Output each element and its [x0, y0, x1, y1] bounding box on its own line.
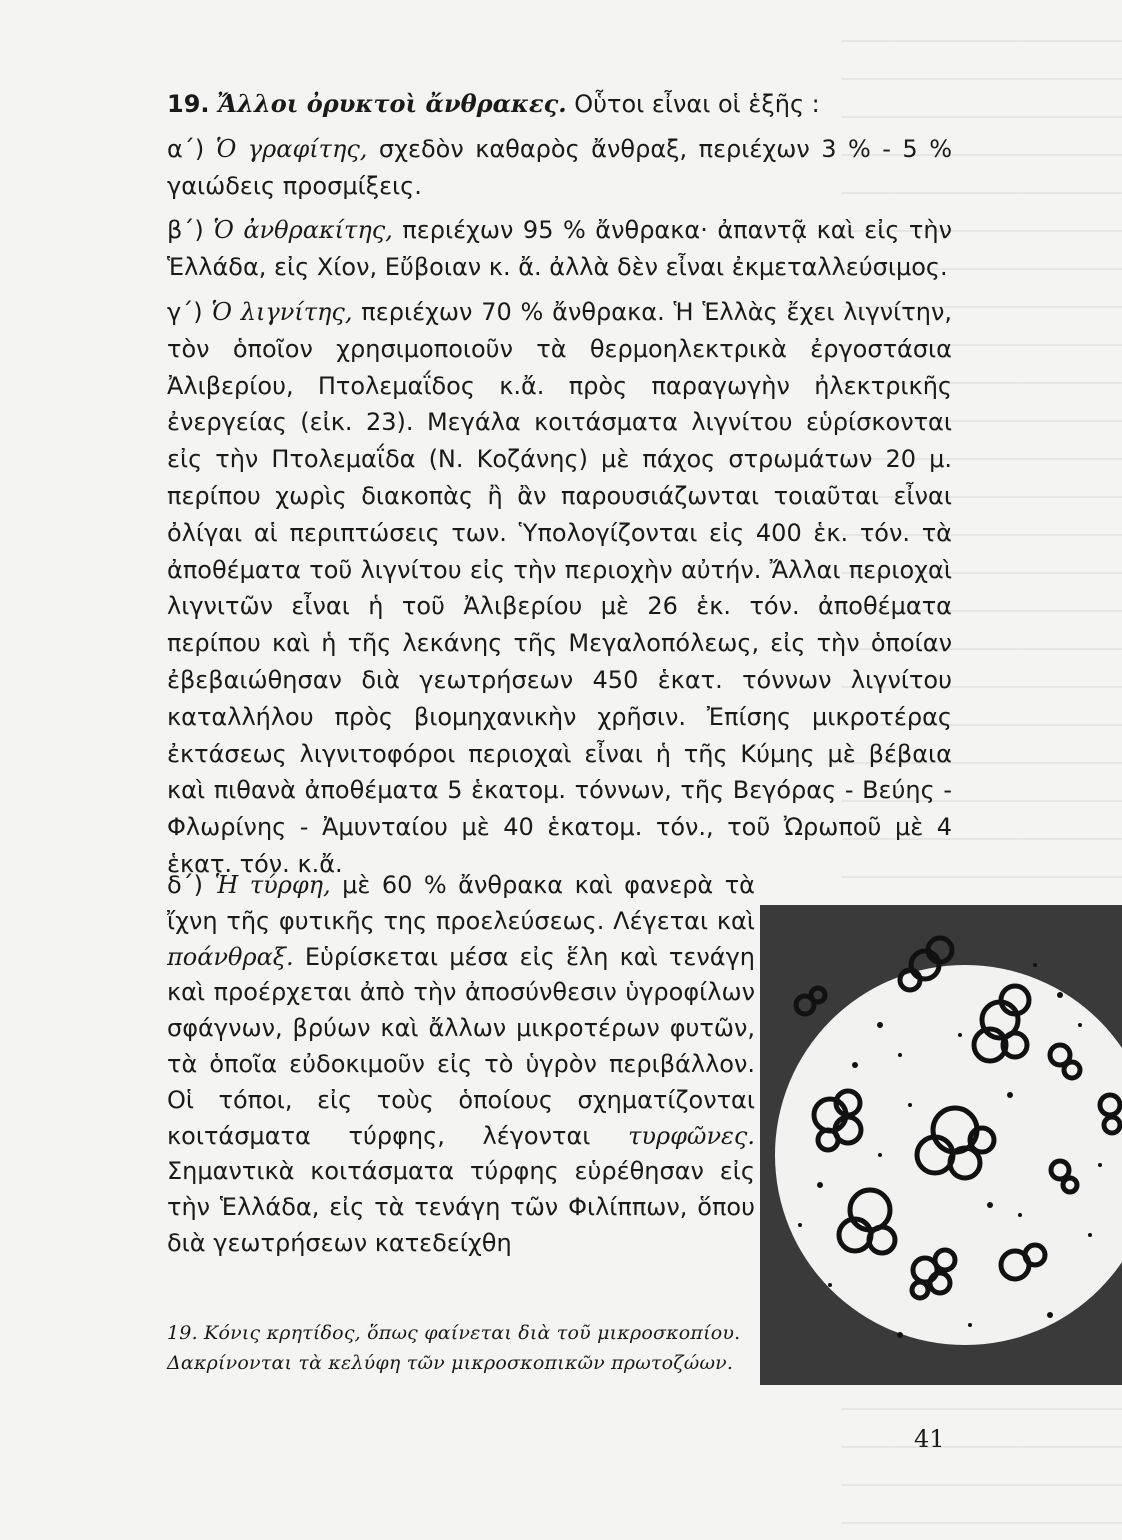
item-c-marker: γ΄)	[167, 297, 203, 326]
item-b-marker: β΄)	[167, 216, 204, 245]
item-d-term: Ἡ τύρφη,	[214, 871, 331, 899]
section-number: 19.	[167, 90, 210, 118]
item-a	[167, 131, 952, 205]
item-c	[167, 294, 952, 883]
page-number: 41	[914, 1425, 945, 1453]
figure-caption	[167, 1318, 747, 1378]
item-b-text: περιέχων 95 % ἄνθρακα· ἀπαντᾷ καὶ εἰς τὴν Ἑλλάδα, εἰς Χίον, Εὔβοιαν κ. ἄ. ἀλλὰ δὲν εἶναι ἐκμεταλλεύσιμος.	[167, 216, 952, 282]
figure-caption-line-1: 19. Κόνις κρητίδος, ὅπως φαίνεται διὰ τοῦ μικροσκοπίου.	[167, 1322, 741, 1344]
item-a-marker: α΄)	[167, 134, 205, 163]
item-c-term: Ὁ λιγνίτης,	[211, 297, 353, 326]
body-text	[167, 86, 952, 891]
section-intro: Οὗτοι εἶναι οἱ ἑξῆς :	[574, 90, 820, 118]
figure-caption-line-2: Δακρίνονται τὰ κελύφη τῶν μικροσκοπικῶν πρωτοζώων.	[167, 1352, 734, 1374]
section-title: Ἄλλοι ὀρυκτοὶ ἄνθρακες.	[217, 89, 567, 118]
item-a-term: Ὁ γραφίτης,	[215, 134, 368, 163]
item-d-text2: Εὑρίσκεται μέσα εἰς ἕλη καὶ τενάγη καὶ προέρχεται ἀπὸ τὴν ἀποσύνθεσιν ὑγροφίλων σφάγνων, βρύων καὶ ἄλλων μικροτέρων φυτῶν, τὰ ὁποῖα εὐδοκιμοῦν εἰς τὸ ὑγρὸν περιβάλλον. Οἱ τόποι, εἰς τοὺς ὁποίους σχηματίζονται κοιτάσματα τύρφης, λέγονται	[167, 942, 755, 1150]
item-d	[167, 868, 755, 1262]
item-c-text: περιέχων 70 % ἄνθρακα. Ἡ Ἑλλὰς ἔχει λιγνίτην, τὸν ὁποῖον χρησιμοποιοῦν τὰ θερμοηλεκτρικὰ ἐργοστάσια Ἀλιβερίου, Πτολεμαΐδος κ.ἄ. πρὸς παραγωγὴν ἠλεκτρικῆς ἐνεργείας (εἰκ. 23). Μεγάλα κοιτάσματα λιγνίτου εὑρίσκονται εἰς τὴν Πτολεμαΐδα (Ν. Κοζάνης) μὲ πάχος στρωμάτων 20 μ. περίπου χωρὶς διακοπὰς ἢ ἂν παρουσιάζωνται τοιαῦται εἶναι ὀλίγαι αἱ περιπτώσεις των. Ὑπολογίζονται εἰς 400 ἑκ. τόν. τὰ ἀποθέματα τοῦ λιγνίτου εἰς τὴν περιοχὴν αὐτήν. Ἄλλαι περιοχαὶ λιγνιτῶν εἶναι ἡ τοῦ Ἀλιβερίου μὲ 26 ἑκ. τόν. ἀποθέματα περίπου καὶ ἡ τῆς λεκάνης τῆς Μεγαλοπόλεως, εἰς τὴν ὁποίαν ἐβεβαιώθησαν διὰ γεωτρήσεων 450 ἑκατ. τόννων λιγνίτου καταλλήλου πρὸς βιομηχανικὴν χρῆσιν. Ἐπίσης μικροτέρας ἐκτάσεως λιγνιτοφόροι περιοχαὶ εἶναι ἡ τῆς Κύμης μὲ βέβαια καὶ πιθανὰ ἀποθέματα 5 ἑκατομ. τόννων, τῆς Βεγόρας - Βεύης - Φλωρίνης - Ἀμυνταίου μὲ 40 ἑκατομ. τόν., τοῦ Ὠρωποῦ μὲ 4 ἑκατ. τόν. κ.ἄ.	[167, 297, 952, 878]
item-d-place-term: τυρφῶνες.	[628, 1121, 755, 1150]
microscope-view-image	[760, 905, 1122, 1385]
item-d-marker: δ΄)	[167, 871, 204, 899]
item-d-alt-term: ποάνθραξ.	[167, 942, 294, 971]
item-d-text1: μὲ 60 % ἄνθρακα καὶ φανερὰ τὰ ἴχνη τῆς φυτικῆς της προελεύσεως. Λέγεται καὶ	[167, 871, 756, 935]
item-b-term: Ὁ ἀνθρακίτης,	[213, 216, 393, 245]
section-heading	[167, 86, 952, 123]
item-d-text3: Σημαντικὰ κοιτάσματα τύρφης εὑρέθησαν εἰς τὴν Ἑλλάδα, εἰς τὰ τενάγη τῶν Φιλίππων, ὅπου διὰ γεωτρήσεων κατεδείχθη	[167, 1157, 755, 1257]
microscope-figure	[760, 905, 1122, 1385]
item-b	[167, 212, 952, 286]
item-a-text: σχεδὸν καθαρὸς ἄνθραξ, περιέχων 3 % - 5 % γαιώδεις προσμίξεις.	[167, 134, 952, 200]
